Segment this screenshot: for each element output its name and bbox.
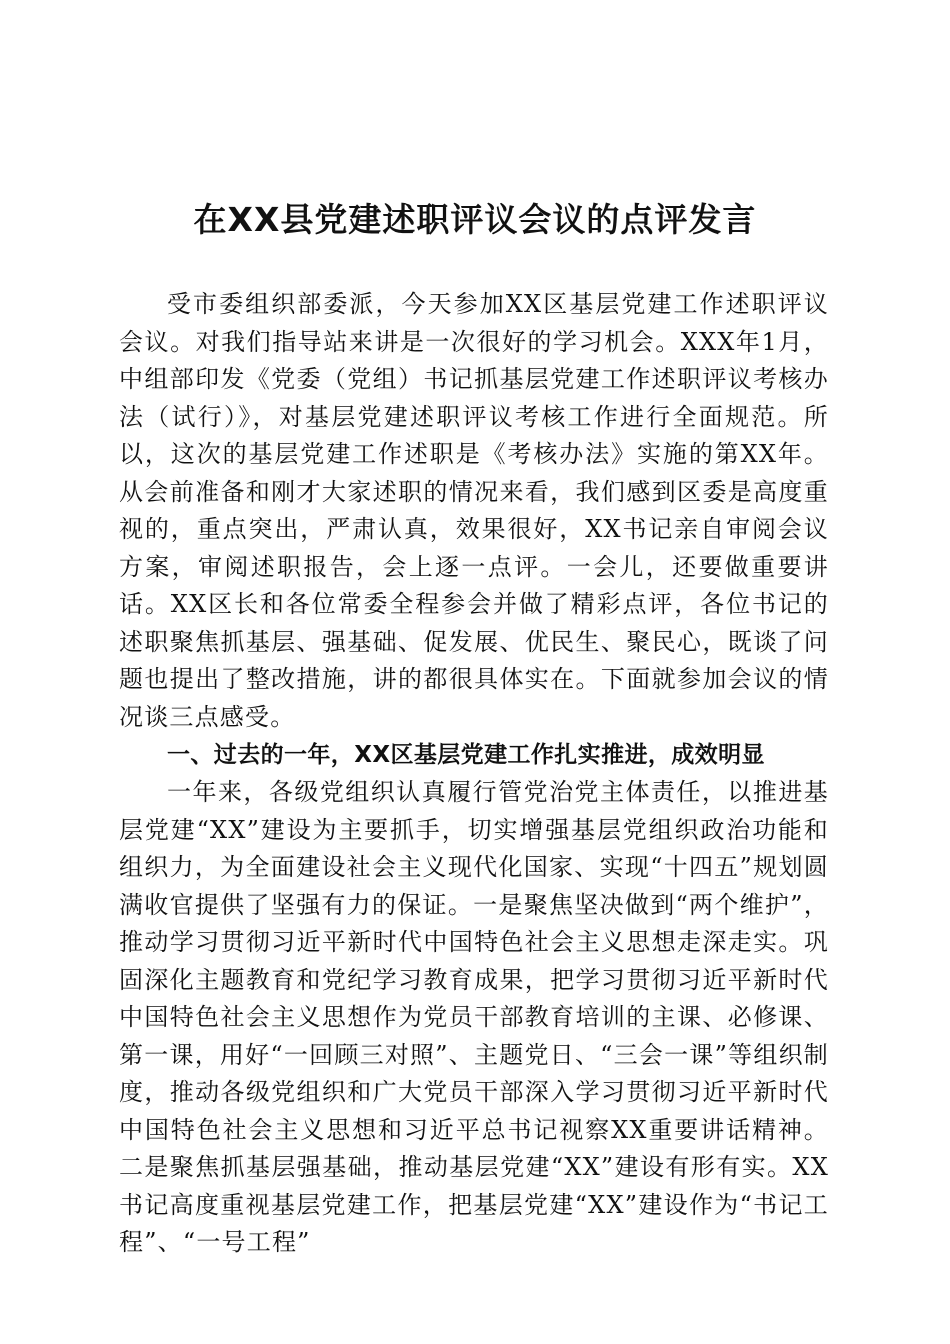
document-body — [119, 286, 829, 1262]
section-1-paragraph: 一年来，各级党组织认真履行管党治党主体责任，以推进基层党建“XX”建设为主要抓手，切实增强基层党组织政治功能和组织力，为全面建设社会主义现代化国家、实现“十四五”规划圆满收官提供了坚强有力的保证。一是聚焦坚决做到“两个维护”，推动学习贯彻习近平新时代中国特色社会主义思想走深走实。巩固深化主题教育和党纪学习教育成果，把学习贯彻习近平新时代中国特色社会主义思想作为党员干部教育培训的主课、必修课、第一课，用好“一回顾三对照”、主题党日、“三会一课”等组织制度，推动各级党组织和广大党员干部深入学习贯彻习近平新时代中国特色社会主义思想和习近平总书记视察XX重要讲话精神。二是聚焦抓基层强基础，推动基层党建“XX”建设有形有实。XX书记高度重视基层党建工作，把基层党建“XX”建设作为“书记工程”、“一号工程” — [119, 778, 829, 1256]
document-title: 在XX县党建述职评议会议的点评发言 — [193, 200, 757, 239]
intro-paragraph: 受市委组织部委派，今天参加XX区基层党建工作述职评议会议。对我们指导站来讲是一次很好的学习机会。XXX年1月，中组部印发《党委（党组）书记抓基层党建工作述职评议考核办法（试行）》，对基层党建述职评议考核工作进行全面规范。所以，这次的基层党建工作述职是《考核办法》实施的第XX年。从会前准备和刚才大家述职的情况来看，我们感到区委是高度重视的，重点突出，严肃认真，效果很好，XX书记亲自审阅会议方案，审阅述职报告，会上逐一点评。一会儿，还要做重要讲话。XX区长和各位常委全程参会并做了精彩点评，各位书记的述职聚焦抓基层、强基础、促发展、优民生、聚民心，既谈了问题也提出了整改措施，讲的都很具体实在。下面就参加会议的情况谈三点感受。 — [119, 290, 829, 731]
section-heading-1: 一、过去的一年，XX区基层党建工作扎实推进，成效明显 — [167, 742, 765, 768]
